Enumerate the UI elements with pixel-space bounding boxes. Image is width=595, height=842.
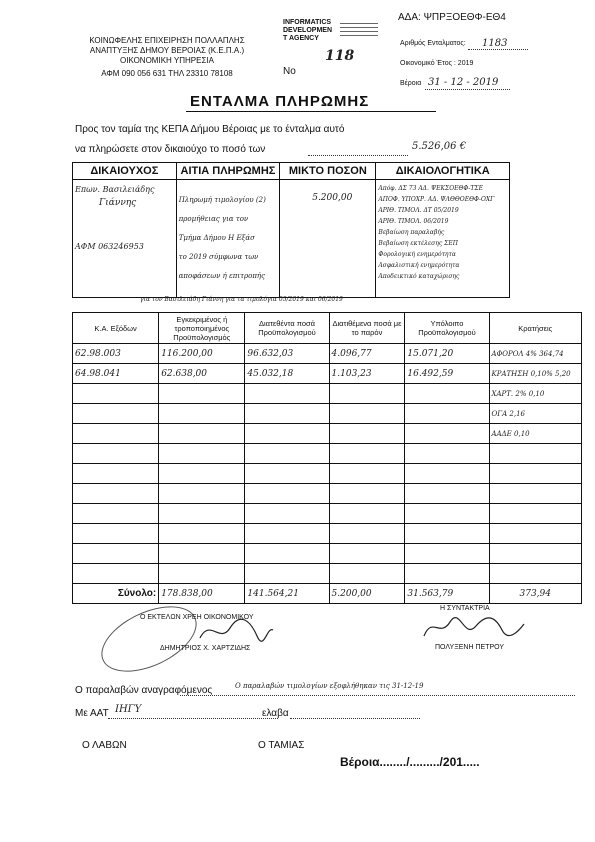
empty-cell xyxy=(489,524,581,544)
empty-cell xyxy=(489,544,581,564)
justification-line: ΑΠΟΦ. ΥΠΟΧΡ. ΑΔ. ΨΛΘΘΟΕΘΦ-ΟΧΓ xyxy=(378,196,495,203)
empty-cell xyxy=(245,484,329,504)
stamp-line3: T AGENCY xyxy=(283,35,319,42)
cause-line: αποφάσεων ή επιτροπής xyxy=(178,272,266,280)
ka-cell xyxy=(73,424,159,444)
current-cell xyxy=(329,404,405,424)
empty-cell xyxy=(489,504,581,524)
org-name-line3: ΟΙΚΟΝΟΜΙΚΗ ΥΠΗΡΕΣΙΑ xyxy=(120,56,214,65)
empty-cell xyxy=(245,564,329,584)
gross-amount-cell xyxy=(280,180,376,298)
empty-cell xyxy=(159,524,245,544)
budget-cell: 62.638,00 xyxy=(159,364,245,384)
header-payment-cause: ΑΙΤΙΑ ΠΛΗΡΩΜΗΣ xyxy=(176,163,280,180)
empty-cell xyxy=(405,484,489,504)
table-row xyxy=(73,364,582,384)
order-no-value: 1183 xyxy=(482,38,508,49)
empty-cell xyxy=(73,444,159,464)
budget-table xyxy=(72,312,582,604)
disposed-cell xyxy=(245,424,329,444)
justification-line: Βεβαίωση εκτέλεσης ΣΕΠ xyxy=(378,240,458,247)
total-remaining: 31.563,79 xyxy=(405,584,489,604)
justification-line: Ασφαλιστική ενημερότητα xyxy=(378,262,460,269)
cause-line: προμήθειας για τον xyxy=(178,215,249,223)
empty-cell xyxy=(245,504,329,524)
header-approved-budget: Εγκεκριμένος ή τροποποιημένος Προϋπολογισμός xyxy=(159,313,245,344)
remaining-cell: 16.492,59 xyxy=(405,364,489,384)
header-ka: Κ.Α. Εξόδων xyxy=(73,313,159,344)
empty-cell xyxy=(489,564,581,584)
beneficiary-table-row xyxy=(73,180,510,298)
current-cell: 1.103,23 xyxy=(329,364,405,384)
empty-cell xyxy=(489,444,581,464)
justification-text xyxy=(378,183,507,282)
budget-cell xyxy=(159,424,245,444)
disposed-cell xyxy=(245,384,329,404)
empty-cell xyxy=(245,544,329,564)
ka-cell xyxy=(73,404,159,424)
empty-cell xyxy=(329,544,405,564)
empty-cell xyxy=(405,444,489,464)
empty-cell xyxy=(405,464,489,484)
empty-cell xyxy=(405,564,489,584)
header-beneficiary: ΔΙΚΑΙΟΥΧΟΣ xyxy=(73,163,177,180)
empty-cell xyxy=(405,504,489,524)
empty-cell xyxy=(329,564,405,584)
empty-cell xyxy=(159,464,245,484)
payment-cause-cell xyxy=(176,180,280,298)
empty-cell xyxy=(159,504,245,524)
org-name-line1: ΚΟΙΝΩΦΕΛΗΣ ΕΠΙΧΕΙΡΗΣΗ ΠΟΛΛΑΠΛΗΣ xyxy=(89,36,245,45)
empty-cell xyxy=(73,504,159,524)
empty-cell xyxy=(159,484,245,504)
remaining-cell: 15.071,20 xyxy=(405,344,489,364)
empty-cell xyxy=(73,524,159,544)
justification-line: Φορολογική ενημερότητα xyxy=(378,251,456,258)
empty-cell xyxy=(329,444,405,464)
table-row xyxy=(73,524,582,544)
beneficiary-afm: ΑΦΜ 063246953 xyxy=(75,242,144,251)
current-cell xyxy=(329,424,405,444)
budget-total-row xyxy=(73,584,582,604)
empty-cell xyxy=(405,544,489,564)
beneficiary-name: Επων. Βασιλειάδης xyxy=(75,185,155,194)
table-row xyxy=(73,404,582,424)
table-row xyxy=(73,544,582,564)
page-title: ΕΝΤΑΛΜΑ ΠΛΗΡΩΜΗΣ xyxy=(190,93,370,110)
left-signature-title: Ο ΕΚΤΕΛΩΝ ΧΡΕΗ ΟΙΚΟΝΟΜΙΚΟΥ xyxy=(140,614,254,621)
cause-line: Τμήμα Δήμου Η Εξάσ xyxy=(178,234,255,242)
justification-line: ΑΡΙΘ. ΤΙΜΟΛ. 06/2019 xyxy=(378,218,449,225)
beneficiary-table xyxy=(72,162,510,298)
total-disposed: 141.564,21 xyxy=(245,584,329,604)
empty-cell xyxy=(159,544,245,564)
payee-label: Ο παραλαβών αναγραφόμενος xyxy=(75,685,213,696)
empty-cell xyxy=(329,504,405,524)
disposed-cell xyxy=(245,404,329,424)
right-signature-name: ΠΟΛΥΞΕΝΗ ΠΕΤΡΟΥ xyxy=(435,644,505,651)
empty-cell xyxy=(489,484,581,504)
informatics-stamp xyxy=(283,19,332,43)
deductions-cell: ΧΑΡΤ. 2% 0,10 xyxy=(489,384,581,404)
justification-line: Αποδεικτικό καταχώρισης xyxy=(378,273,460,280)
date-label: Βέροια xyxy=(400,80,422,87)
disposed-cell: 45.032,18 xyxy=(245,364,329,384)
justification-line: Απόφ. ΔΣ 73 ΑΔ. ΨΕΚΣΟΕΘΦ-ΤΣΕ xyxy=(378,185,483,192)
payment-cause-text xyxy=(179,191,278,286)
cashier-label: Ο ΤΑΜΙΑΣ xyxy=(258,740,305,751)
table-row xyxy=(73,504,582,524)
ka-cell xyxy=(73,384,159,404)
disposed-cell: 96.632,03 xyxy=(245,344,329,364)
order-no-label: Αριθμός Ενταλματος: xyxy=(400,40,466,47)
remaining-cell xyxy=(405,404,489,424)
empty-cell xyxy=(159,444,245,464)
empty-cell xyxy=(159,564,245,584)
beneficiary-firstname: Γιάννης xyxy=(99,198,137,208)
table-row xyxy=(73,464,582,484)
org-name-line2: ΑΝΑΠΤΥΞΗΣ ΔΗΜΟΥ ΒΕΡΟΙΑΣ (Κ.Ε.Π.Α.) xyxy=(89,46,245,55)
round-stamp-icon xyxy=(91,593,206,685)
no-value: 118 xyxy=(325,48,355,64)
beneficiary-cell xyxy=(73,180,177,298)
deductions-cell: ΑΦΟΡΟΛ 4% 364,74 xyxy=(489,344,581,364)
empty-cell xyxy=(73,544,159,564)
budget-table-header xyxy=(73,313,582,344)
bottom-note: για τον Βασιλειάδη Γιάννη για τα τιμολόγια 05/2019 και 06/2019 xyxy=(140,296,343,303)
justification-line: Βεβαίωση παραλαβής xyxy=(378,229,445,236)
total-label: Σύνολο: xyxy=(73,584,159,604)
beneficiary-table-header xyxy=(73,163,510,180)
intro-line1: Προς τον ταμία της ΚΕΠΑ Δήμου Βέροιας με το ένταλμα αυτό xyxy=(75,124,345,135)
header-remaining: Υπόλοιπο Προϋπολογισμού xyxy=(405,313,489,344)
table-row xyxy=(73,564,582,584)
fiscal-year: Οικονομικό Έτος : 2019 xyxy=(400,60,474,67)
ka-cell: 64.98.041 xyxy=(73,364,159,384)
current-cell: 4.096,77 xyxy=(329,344,405,364)
table-row xyxy=(73,344,582,364)
total-budget: 178.838,00 xyxy=(159,584,245,604)
remaining-cell xyxy=(405,424,489,444)
stamp-fine-print xyxy=(340,20,378,42)
header-disposed: Διατεθέντα ποσά Προϋπολογισμού xyxy=(245,313,329,344)
empty-cell xyxy=(245,444,329,464)
cause-line: Πληρωμή τιμολογίου (2) xyxy=(178,196,266,204)
right-signature-title: Η ΣΥΝΤΑΚΤΡΙΑ xyxy=(440,605,490,612)
header-current: Διατιθέμενα ποσά με το παρόν xyxy=(329,313,405,344)
deductions-cell: ΚΡΑΤΗΣΗ 0,10% 5,20 xyxy=(489,364,581,384)
intro-line2: να πληρώσετε στον δικαιούχο το ποσό των xyxy=(75,144,266,155)
deductions-cell: ΑΑΔΕ 0,10 xyxy=(489,424,581,444)
justification-line: ΑΡΙΘ. ΤΙΜΟΛ. ΔΤ 05/2019 xyxy=(378,207,459,214)
empty-cell xyxy=(329,464,405,484)
empty-cell xyxy=(73,564,159,584)
id-label: Με ΑΑΤ xyxy=(75,708,109,719)
empty-cell xyxy=(405,524,489,544)
empty-cell xyxy=(73,464,159,484)
stamp-line1: INFORMATICS xyxy=(283,19,332,26)
id-value: ΙΗΓΥ xyxy=(115,704,142,715)
budget-cell: 116.200,00 xyxy=(159,344,245,364)
right-signature-icon xyxy=(418,612,528,642)
footer-date: Βέροια......../........./201..... xyxy=(340,755,480,769)
justification-cell xyxy=(376,180,510,298)
elava-label: ελαβα xyxy=(262,708,289,719)
gross-amount-value: 5.200,00 xyxy=(312,193,353,203)
budget-table-body xyxy=(73,344,582,584)
budget-cell xyxy=(159,384,245,404)
deductions-cell: ΟΓΑ 2,16 xyxy=(489,404,581,424)
total-current: 5.200,00 xyxy=(329,584,405,604)
stamp-line2: DEVELOPMEN xyxy=(283,27,333,34)
current-cell xyxy=(329,384,405,404)
table-row xyxy=(73,384,582,404)
header-deductions: Κρατήσεις xyxy=(489,313,581,344)
header-justification: ΔΙΚΑΙΟΛΟΓΗΤΙΚΑ xyxy=(376,163,510,180)
organization-block xyxy=(82,36,252,79)
table-row xyxy=(73,424,582,444)
cause-line: το 2019 σύμφωνα των xyxy=(178,253,259,261)
table-row xyxy=(73,484,582,504)
empty-cell xyxy=(329,524,405,544)
empty-cell xyxy=(245,464,329,484)
ada-code: ΑΔΑ: ΨΠΡΞΟΕΘΦ-ΕΘ4 xyxy=(398,12,506,23)
budget-cell xyxy=(159,404,245,424)
left-signature-icon xyxy=(195,616,275,646)
empty-cell xyxy=(73,484,159,504)
empty-cell xyxy=(245,524,329,544)
afm-phone-line: ΑΦΜ 090 056 631 ΤΗΛ 23310 78108 xyxy=(101,69,233,78)
ka-cell: 62.98.003 xyxy=(73,344,159,364)
no-label: Νο xyxy=(283,66,296,77)
total-deductions: 373,94 xyxy=(489,584,581,604)
table-row xyxy=(73,444,582,464)
payee-value: Ο παραλαβών τιμολογίων εξοφλήθηκαν τις 31-12-19 xyxy=(235,682,424,690)
receiver-label: Ο ΛΑΒΩΝ xyxy=(82,740,127,751)
empty-cell xyxy=(329,484,405,504)
empty-cell xyxy=(489,464,581,484)
remaining-cell xyxy=(405,384,489,404)
header-gross-amount: ΜΙΚΤΟ ΠΟΣΟΝ xyxy=(280,163,376,180)
date-value: 31 - 12 - 2019 xyxy=(428,77,499,88)
left-signature-name: ΔΗΜΗΤΡΙΟΣ Χ. ΧΑΡΤΖΙΔΗΣ xyxy=(160,645,251,652)
intro-amount: 5.526,06 € xyxy=(412,141,467,152)
